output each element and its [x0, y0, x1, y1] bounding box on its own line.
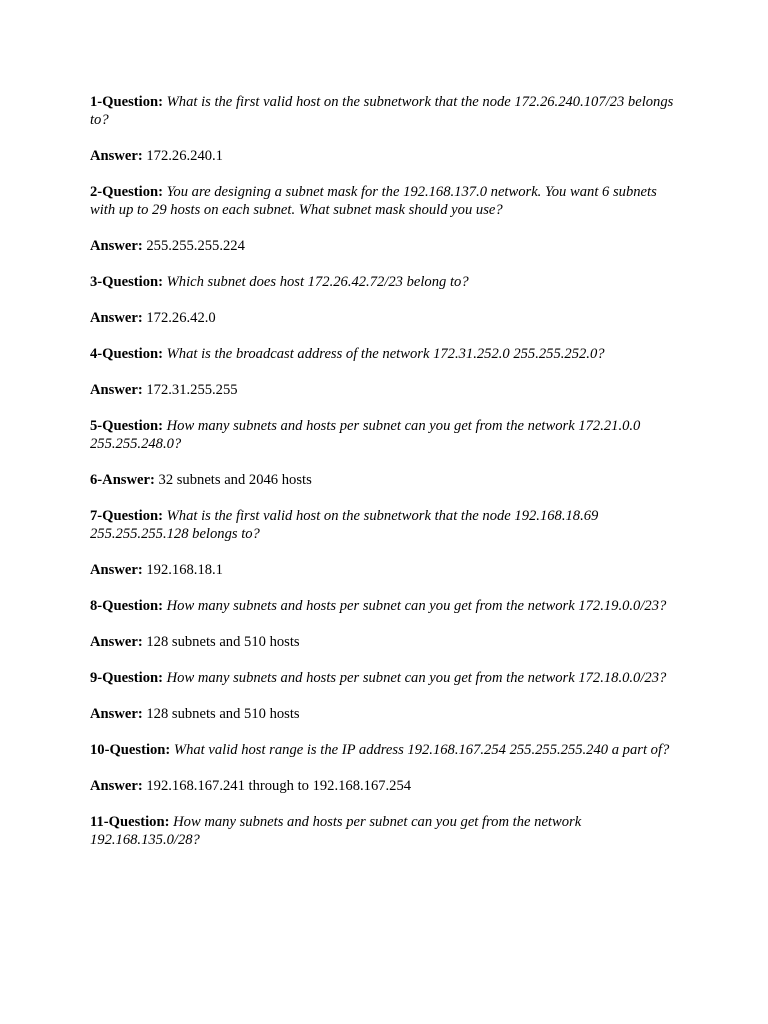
- question-text: What is the broadcast address of the network 172.31.252.0 255.255.252.0?: [166, 346, 605, 362]
- answer-label: Answer:: [90, 706, 143, 722]
- answer-6: [90, 471, 676, 489]
- question-label: 7-Question:: [90, 508, 163, 524]
- answer-label: Answer:: [90, 310, 143, 326]
- answer-3: [90, 309, 676, 327]
- answer-label: Answer:: [90, 238, 143, 254]
- answer-2: [90, 237, 676, 255]
- question-11: [90, 813, 676, 849]
- answer-4: [90, 381, 676, 399]
- question-label: 5-Question:: [90, 418, 163, 434]
- answer-text: 128 subnets and 510 hosts: [146, 634, 300, 650]
- question-text: How many subnets and hosts per subnet can you get from the network 172.18.0.0/23?: [166, 670, 667, 686]
- answer-label: Answer:: [90, 562, 143, 578]
- question-label: 10-Question:: [90, 742, 171, 758]
- answer-9: [90, 705, 676, 723]
- question-9: [90, 669, 676, 687]
- question-text: How many subnets and hosts per subnet can you get from the network 172.21.0.0 255.255.248.0?: [90, 418, 641, 452]
- question-3: [90, 273, 676, 291]
- answer-label: Answer:: [90, 382, 143, 398]
- question-4: [90, 345, 676, 363]
- answer-label: 6-Answer:: [90, 472, 155, 488]
- answer-10: [90, 777, 676, 795]
- question-7: [90, 507, 676, 543]
- document-page: [90, 93, 676, 867]
- question-5: [90, 417, 676, 453]
- answer-text: 128 subnets and 510 hosts: [146, 706, 300, 722]
- question-label: 11-Question:: [90, 814, 170, 830]
- answer-text: 172.31.255.255: [146, 382, 238, 398]
- answer-text: 172.26.42.0: [146, 310, 216, 326]
- question-label: 3-Question:: [90, 274, 163, 290]
- question-1: [90, 93, 676, 129]
- question-text: Which subnet does host 172.26.42.72/23 belong to?: [166, 274, 469, 290]
- answer-8: [90, 633, 676, 651]
- answer-label: Answer:: [90, 778, 143, 794]
- answer-text: 172.26.240.1: [146, 148, 223, 164]
- answer-label: Answer:: [90, 148, 143, 164]
- question-8: [90, 597, 676, 615]
- question-2: [90, 183, 676, 219]
- question-text: How many subnets and hosts per subnet can you get from the network 192.168.135.0/28?: [90, 814, 582, 848]
- question-text: What valid host range is the IP address 192.168.167.254 255.255.255.240 a part of?: [173, 742, 670, 758]
- question-label: 1-Question:: [90, 94, 163, 110]
- question-text: What is the first valid host on the subnetwork that the node 172.26.240.107/23 belongs to?: [90, 94, 674, 128]
- answer-text: 192.168.167.241 through to 192.168.167.254: [146, 778, 412, 794]
- question-label: 9-Question:: [90, 670, 163, 686]
- question-10: [90, 741, 676, 759]
- answer-1: [90, 147, 676, 165]
- question-text: You are designing a subnet mask for the 192.168.137.0 network. You want 6 subnets with up to 29 hosts on each subnet. What subnet mask should you use?: [90, 184, 657, 218]
- question-label: 8-Question:: [90, 598, 163, 614]
- answer-text: 32 subnets and 2046 hosts: [158, 472, 312, 488]
- question-text: How many subnets and hosts per subnet can you get from the network 172.19.0.0/23?: [166, 598, 667, 614]
- answer-7: [90, 561, 676, 579]
- answer-text: 192.168.18.1: [146, 562, 223, 578]
- question-text: What is the first valid host on the subnetwork that the node 192.168.18.69 255.255.255.128 belongs to?: [90, 508, 599, 542]
- question-label: 4-Question:: [90, 346, 163, 362]
- answer-text: 255.255.255.224: [146, 238, 245, 254]
- answer-label: Answer:: [90, 634, 143, 650]
- question-label: 2-Question:: [90, 184, 163, 200]
